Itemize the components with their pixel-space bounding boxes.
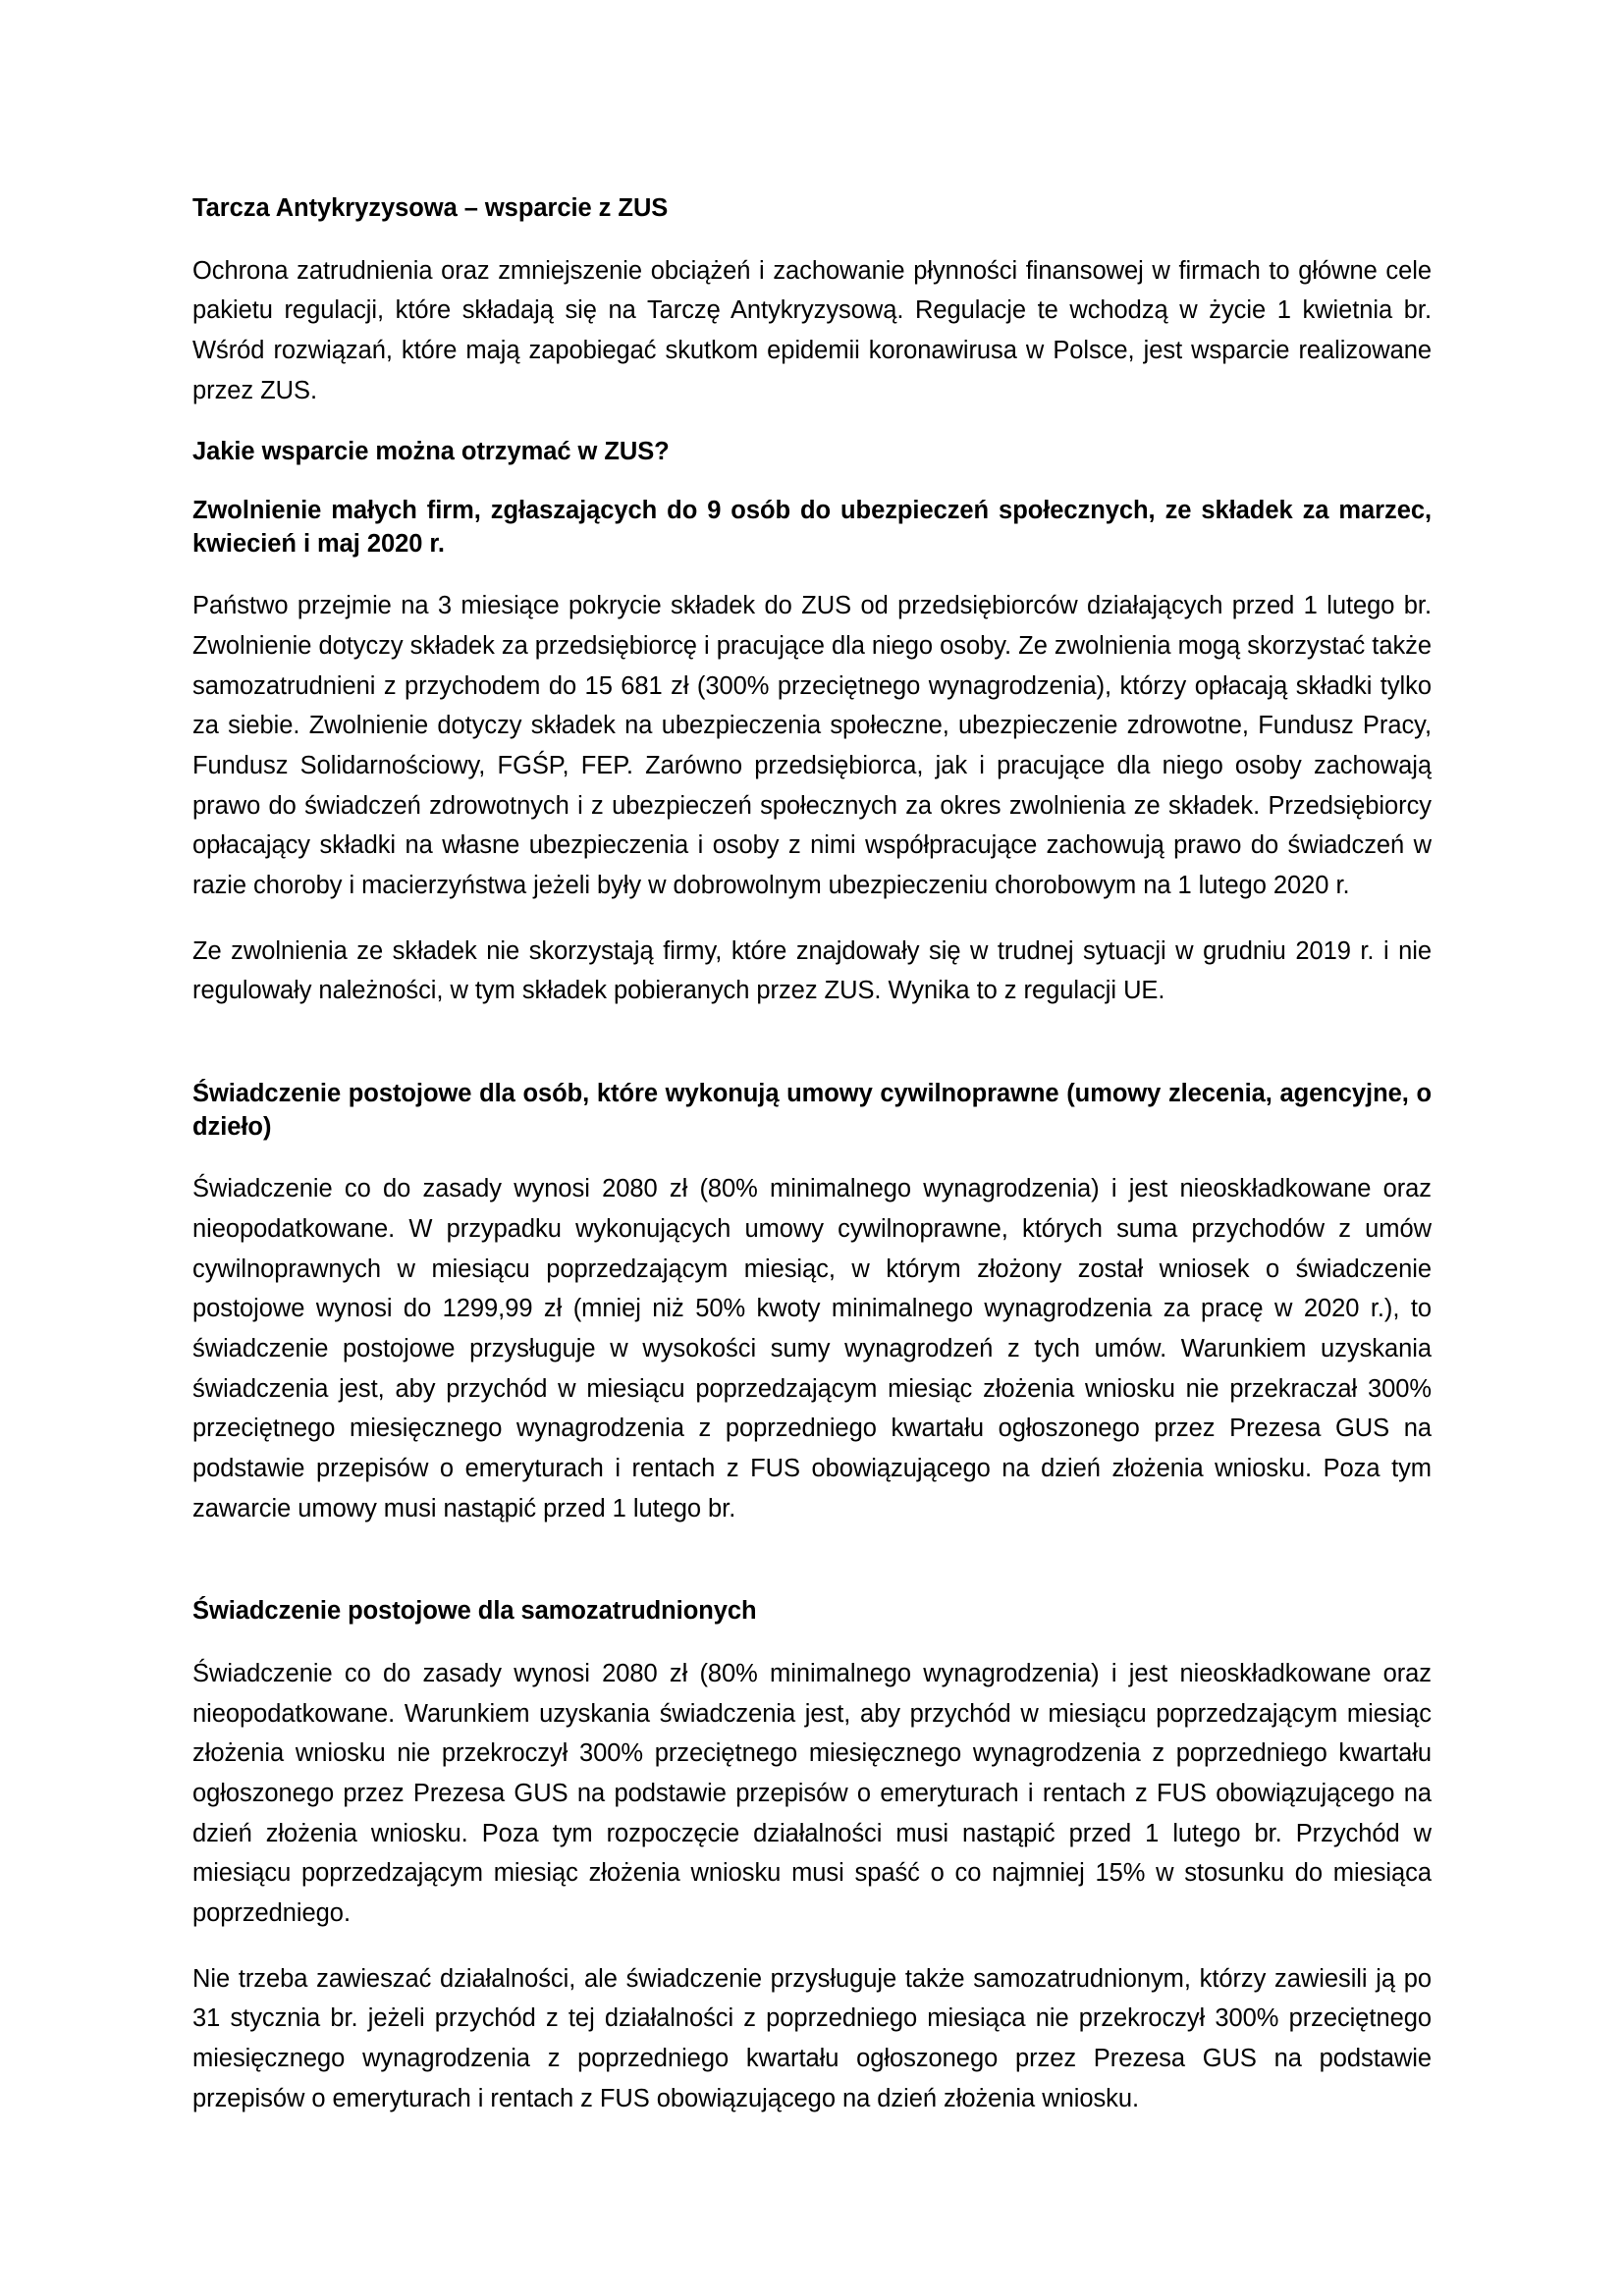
intro-paragraph: Ochrona zatrudnienia oraz zmniejszenie obciążeń i zachowanie płynności finansowej w firmach to główne cele pakietu regulacji, które składają się na Tarczę Antykryzysową. Regulacje te wchodzą w życie 1 kwietnia br. Wśród rozwiązań, które mają zapobiegać skutkom epidemii koronawirusa w Polsce, jest wsparcie realizowane przez ZUS.: [192, 256, 1432, 404]
section-spacer: [192, 1037, 1432, 1078]
heading-what-support: Jakie wsparcie można otrzymać w ZUS?: [192, 438, 670, 466]
heading-civil-law-contracts: Świadczenie postojowe dla osób, które wykonują umowy cywilnoprawne (umowy zlecenia, agencyjne, o dzieło): [192, 1080, 1432, 1141]
document-content: [192, 192, 1432, 2144]
exclusion-paragraph: Ze zwolnienia ze składek nie skorzystają firmy, które znajdowały się w trudnej sytuacji w grudniu 2019 r. i nie regulowały należności, w tym składek pobieranych przez ZUS. Wynika to z regulacji UE.: [192, 936, 1432, 1005]
heading-small-firm-exemption: Zwolnienie małych firm, zgłaszających do 9 osób do ubezpieczeń społecznych, ze składek za marzec, kwiecień i maj 2020 r.: [192, 497, 1432, 558]
page-title: Tarcza Antykryzysowa – wsparcie z ZUS: [192, 194, 669, 222]
self-employed-paragraph: Świadczenie co do zasady wynosi 2080 zł (80% minimalnego wynagrodzenia) i jest nieoskładkowane oraz nieopodatkowane. Warunkiem uzyskania świadczenia jest, aby przychód w miesiącu poprzedzającym miesiąc złożenia wniosku nie przekroczył 300% przeciętnego miesięcznego wynagrodzenia z poprzedniego kwartału ogłoszonego przez Prezesa GUS na podstawie przepisów o emeryturach i rentach z FUS obowiązującego na dzień złożenia wniosku. Poza tym rozpoczęcie działalności musi nastąpić przed 1 lutego br. Przychód w miesiącu poprzedzającym miesiąc złożenia wniosku musi spaść o co najmniej 15% w stosunku do miesiąca poprzedniego.: [192, 1660, 1432, 1928]
section-spacer: [192, 1554, 1432, 1595]
civil-contracts-paragraph: Świadczenie co do zasady wynosi 2080 zł (80% minimalnego wynagrodzenia) i jest nieoskładkowane oraz nieopodatkowane. W przypadku wykonujących umowy cywilnoprawne, których suma przychodów z umów cywilnoprawnych w miesiącu poprzedzającym miesiąc, w którym złożony został wniosek o świadczenie postojowe wynosi do 1299,99 zł (mniej niż 50% kwoty minimalnego wynagrodzenia za pracę w 2020 r.), to świadczenie postojowe przysługuje w wysokości sumy wynagrodzeń z tych umów. Warunkiem uzyskania świadczenia jest, aby przychód w miesiącu poprzedzającym miesiąc złożenia wniosku nie przekraczał 300% przeciętnego miesięcznego wynagrodzenia z poprzedniego kwartału ogłoszonego przez Prezesa GUS na podstawie przepisów o emeryturach i rentach z FUS obowiązującego na dzień złożenia wniosku. Poza tym zawarcie umowy musi nastąpić przed 1 lutego br.: [192, 1175, 1432, 1522]
suspension-paragraph: Nie trzeba zawieszać działalności, ale świadczenie przysługuje także samozatrudnionym, którzy zawiesili ją po 31 stycznia br. jeżeli przychód z tej działalności z poprzedniego miesiąca nie przekroczył 300% przeciętnego miesięcznego wynagrodzenia z poprzedniego kwartału ogłoszonego przez Prezesa GUS na podstawie przepisów o emeryturach i rentach z FUS obowiązującego na dzień złożenia wniosku.: [192, 1964, 1432, 2112]
exemption-paragraph: Państwo przejmie na 3 miesiące pokrycie składek do ZUS od przedsiębiorców działających przed 1 lutego br. Zwolnienie dotyczy składek za przedsiębiorcę i pracujące dla niego osoby. Ze zwolnienia mogą skorzystać także samozatrudnieni z przychodem do 15 681 zł (300% przeciętnego wynagrodzenia), którzy opłacają składki tylko za siebie. Zwolnienie dotyczy składek na ubezpieczenia społeczne, ubezpieczenie zdrowotne, Fundusz Pracy, Fundusz Solidarnościowy, FGŚP, FEP. Zarówno przedsiębiorca, jak i pracujące dla niego osoby zachowają prawo do świadczeń zdrowotnych i z ubezpieczeń społecznych za okres zwolnienia ze składek. Przedsiębiorcy opłacający składki na własne ubezpieczenia i osoby z nimi współpracujące zachowują prawo do świadczeń w razie choroby i macierzyństwa jeżeli były w dobrowolnym ubezpieczeniu chorobowym na 1 lutego 2020 r.: [192, 592, 1432, 900]
heading-self-employed: Świadczenie postojowe dla samozatrudnionych: [192, 1597, 757, 1626]
